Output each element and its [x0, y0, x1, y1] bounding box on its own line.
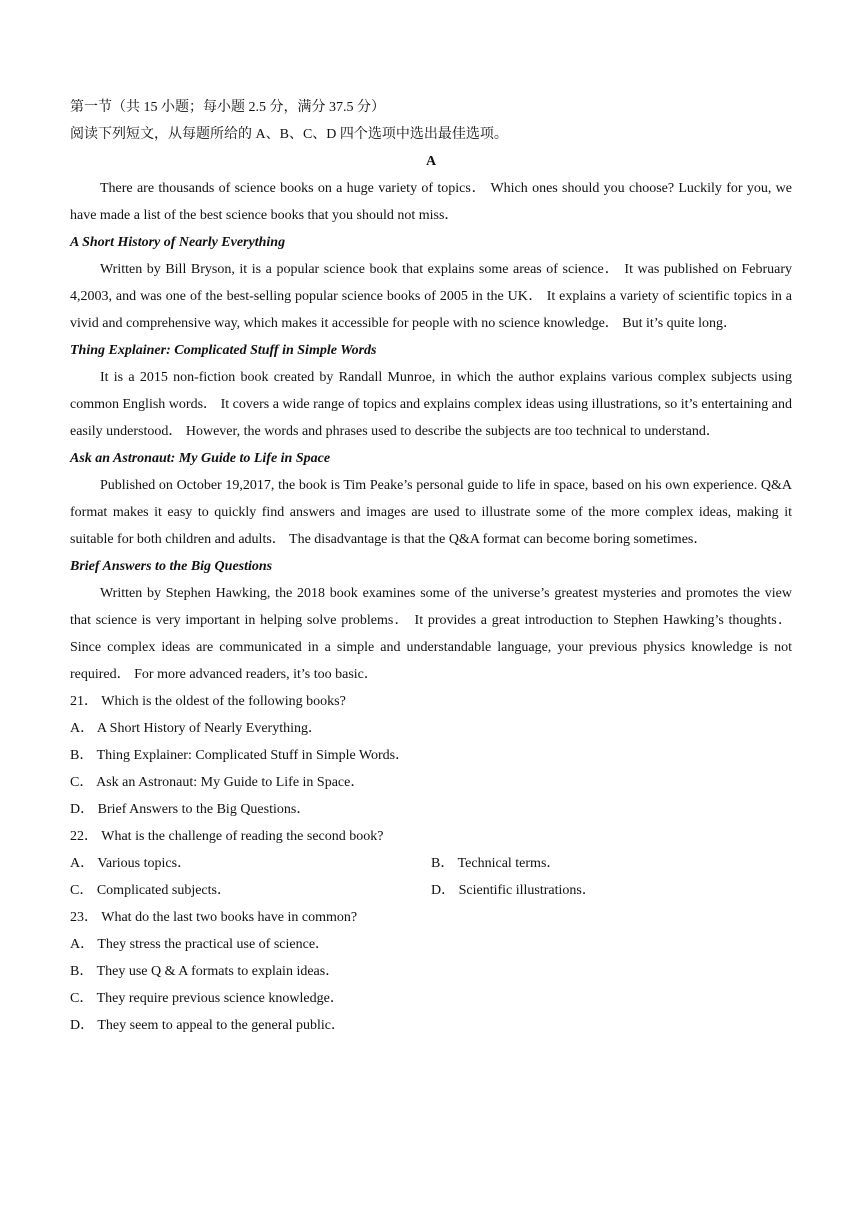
book-title-1: A Short History of Nearly Everything	[70, 235, 286, 250]
question-22-options-row-2	[70, 877, 792, 904]
passage-label: A	[425, 154, 437, 169]
book-title-4: Brief Answers to the Big Questions	[70, 559, 273, 574]
section-instruction: 阅读下列短文，从每题所给的 A、B、C、D 四个选项中选出最佳选项。	[70, 127, 508, 142]
question-22-options-row-1	[70, 850, 792, 877]
question-21-option-d: D． Brief Answers to the Big Questions．	[70, 802, 311, 817]
question-23-option-d: D． They seem to appeal to the general public．	[70, 1018, 345, 1033]
passage-intro: There are thousands of science books on a huge variety of topics． Which ones should you choose? Luckily for you, we have made a list of the best science books that you should not miss．	[70, 181, 792, 223]
book-title-2: Thing Explainer: Complicated Stuff in Simple Words	[70, 343, 377, 358]
question-21-option-b: B． Thing Explainer: Complicated Stuff in Simple Words．	[70, 748, 410, 763]
question-22-option-c: C． Complicated subjects．	[70, 883, 231, 898]
book-description-2: It is a 2015 non-fiction book created by Randall Munroe, in which the author explains various complex subjects using common English words． It covers a wide range of topics and explains complex ideas using illustrations, so it’s entertaining and easily understood． However, the words and phrases used to describe the subjects are too technical to understand．	[70, 370, 792, 439]
question-22-stem: 22． What is the challenge of reading the second book?	[70, 829, 384, 844]
question-21-stem: 21． Which is the oldest of the following books?	[70, 694, 346, 709]
question-23-option-c: C． They require previous science knowledge．	[70, 991, 344, 1006]
book-description-3: Published on October 19,2017, the book is Tim Peake’s personal guide to life in space, based on his own experience. Q&A format makes it easy to quickly find answers and images are used to illustrate some of the more complex ideas, making it suitable for both children and adults． The disadvantage is that the Q&A format can become boring sometimes．	[70, 478, 792, 547]
question-22-option-a: A． Various topics．	[70, 856, 192, 871]
section-heading: 第一节（共 15 小题；每小题 2.5 分，满分 37.5 分）	[70, 100, 385, 115]
question-21-option-a: A． A Short History of Nearly Everything．	[70, 721, 322, 736]
question-23-stem: 23． What do the last two books have in common?	[70, 910, 358, 925]
exam-content	[70, 94, 792, 1039]
question-23-option-a: A． They stress the practical use of science．	[70, 937, 330, 952]
book-title-3: Ask an Astronaut: My Guide to Life in Space	[70, 451, 331, 466]
question-22-option-d: D． Scientific illustrations．	[431, 883, 596, 898]
book-description-1: Written by Bill Bryson, it is a popular science book that explains some areas of science． It was published on February 4,2003, and was one of the best-selling popular science books of 2005 in the UK． It explains a variety of scientific topics in a vivid and comprehensive way, which makes it accessible for people with no science knowledge． But it’s quite long．	[70, 262, 792, 331]
question-22-option-b: B． Technical terms．	[431, 856, 561, 871]
book-description-4: Written by Stephen Hawking, the 2018 book examines some of the universe’s greatest mysteries and promotes the view that science is very important in helping solve problems． It provides a great introduction to Stephen Hawking’s thoughts． Since complex ideas are communicated in a simple and understandable language, your previous physics knowledge is not required． For more advanced readers, it’s too basic．	[70, 586, 792, 682]
question-23-option-b: B． They use Q & A formats to explain ideas．	[70, 964, 340, 979]
question-21-option-c: C． Ask an Astronaut: My Guide to Life in Space．	[70, 775, 365, 790]
